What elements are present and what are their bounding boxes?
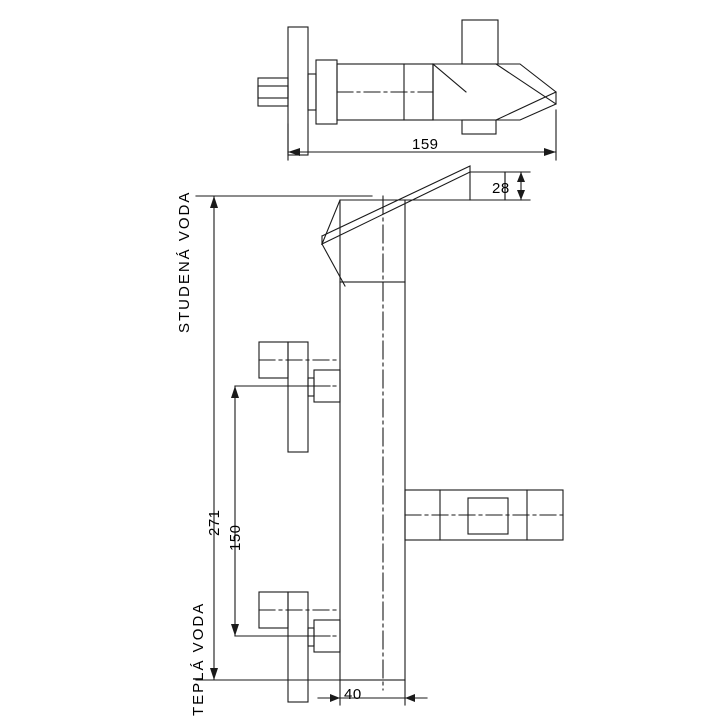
label-cold-water: STUDENÁ VODA bbox=[176, 190, 193, 333]
dimension-label-28: 28 bbox=[492, 180, 510, 197]
top-view-group bbox=[258, 20, 556, 155]
dimension-label-159: 159 bbox=[412, 136, 439, 153]
dim-150 bbox=[231, 386, 330, 636]
dimension-label-40: 40 bbox=[344, 686, 362, 703]
label-hot-water: TEPLÁ VODA bbox=[190, 601, 207, 716]
dimension-label-271: 271 bbox=[206, 509, 223, 536]
dim-40 bbox=[318, 680, 427, 705]
dimension-label-150: 150 bbox=[227, 524, 244, 551]
dim-271 bbox=[210, 196, 372, 680]
front-view-group bbox=[259, 166, 563, 702]
